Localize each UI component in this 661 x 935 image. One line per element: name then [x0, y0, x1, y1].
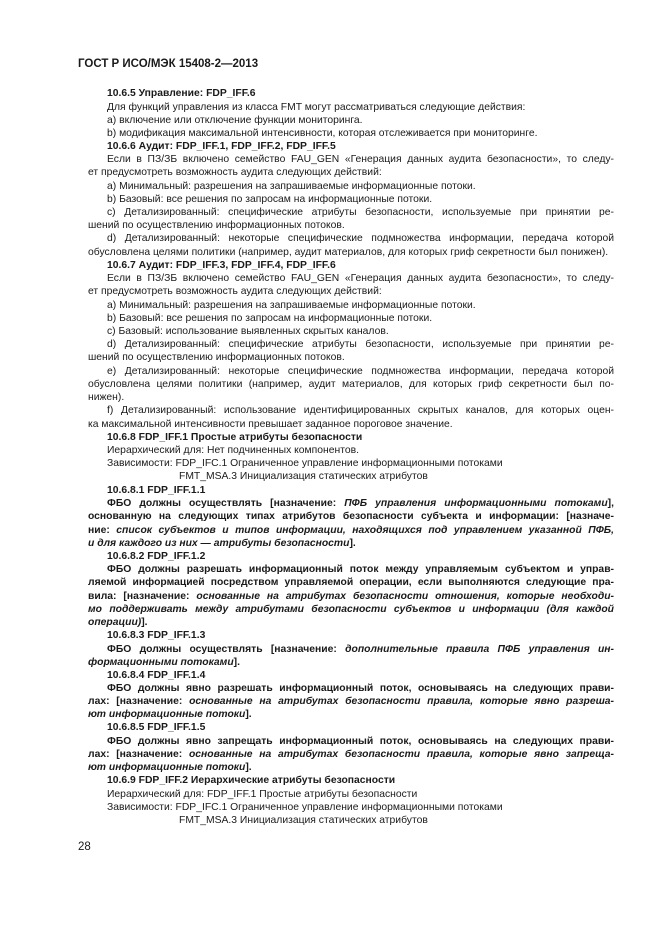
- text-segment: обусловлена целями политики (например, аудит материалов, для которых гриф секретности был по-: [88, 379, 614, 390]
- text-segment: шений по осуществлению информационных потоков.: [88, 352, 345, 363]
- text-line: [88, 219, 614, 232]
- requirement-line: [107, 735, 614, 748]
- text-segment: ляемой информацией посредством управляемой операции, если выполняются следующие пра-: [88, 577, 614, 588]
- text-segment: e) Детализированный: некоторые специфические подмножества информации, передача которой: [107, 366, 614, 377]
- text-segment: список субъектов и типов информации, находящихся под управлением указанной ПФБ,: [116, 525, 614, 536]
- requirement-line: [88, 510, 614, 523]
- text-segment: ют информационные потоки: [88, 709, 246, 720]
- text-segment: основанные на атрибутах безопасности отношения, которые необходи-: [196, 591, 614, 602]
- requirement-line: [88, 537, 614, 550]
- text-segment: операции): [88, 617, 142, 628]
- text-segment: ].: [349, 538, 356, 549]
- text-line: [107, 193, 614, 206]
- text-segment: d) Детализированный: некоторые специфические подмножества информации, передача которой: [107, 233, 614, 244]
- text-segment: 10.6.8 FDP_IFF.1 Простые атрибуты безопасности: [107, 432, 363, 443]
- text-segment: обусловлена целями политики (например, аудит материалов, для которых гриф секретности был понижен).: [88, 247, 609, 258]
- section-heading: [107, 87, 614, 100]
- text-line: [179, 814, 614, 827]
- requirement-line: [107, 563, 614, 576]
- text-line: [88, 246, 614, 259]
- text-line: [88, 285, 614, 298]
- text-line: [88, 378, 614, 391]
- text-segment: FMT_MSA.3 Инициализация статических атрибутов: [179, 815, 428, 826]
- text-line: [107, 101, 614, 114]
- requirement-line: [88, 524, 614, 537]
- text-segment: 10.6.8.2 FDP_IFF.1.2: [107, 551, 206, 562]
- requirement-line: [107, 643, 614, 656]
- text-segment: шений по осуществлению информационных потоков.: [88, 220, 345, 231]
- text-segment: Иерархический для: Нет подчиненных компонентов.: [107, 445, 359, 456]
- section-heading: [107, 774, 614, 787]
- section-heading: [107, 550, 614, 563]
- text-segment: основанные на атрибутах безопасности правила, которые явно запреща-: [188, 749, 614, 760]
- text-segment: 10.6.7 Аудит: FDP_IFF.3, FDP_IFF.4, FDP_IFF.6: [107, 260, 336, 271]
- text-segment: a) Минимальный: разрешения на запрашиваемые информационные потоки.: [107, 181, 476, 192]
- text-segment: a) Минимальный: разрешения на запрашиваемые информационные потоки.: [107, 300, 476, 311]
- text-segment: вила: [назначение:: [88, 591, 197, 602]
- text-line: [179, 470, 614, 483]
- section-heading: [107, 629, 614, 642]
- text-segment: ].: [245, 709, 252, 720]
- text-line: [107, 444, 614, 457]
- document-header: ГОСТ Р ИСО/МЭК 15408-2—2013: [78, 58, 259, 70]
- text-segment: ФБО должны осуществлять [назначение:: [107, 498, 345, 509]
- text-segment: Зависимости: FDP_IFC.1 Ограниченное управление информационными потоками: [107, 458, 503, 469]
- text-line: [107, 232, 614, 245]
- text-line: [107, 127, 614, 140]
- text-line: [107, 299, 614, 312]
- text-segment: ет предусмотреть возможность аудита следующих действий:: [88, 286, 382, 297]
- text-line: [107, 180, 614, 193]
- page-number: 28: [78, 841, 91, 853]
- text-line: [107, 457, 614, 470]
- text-segment: лах: [назначение:: [88, 696, 190, 707]
- text-segment: c) Базовый: использование выявленных скрытых каналов.: [107, 326, 389, 337]
- text-segment: a) включение или отключение функции мониторинга.: [107, 115, 363, 126]
- text-line: [88, 166, 614, 179]
- text-segment: ].: [245, 762, 252, 773]
- text-segment: b) модификация максимальной интенсивности, которая отслеживается при мониторинге.: [107, 128, 538, 139]
- text-segment: ПФБ управления информационными потоками: [344, 498, 608, 509]
- text-segment: ФБО должны явно разрешать информационный поток, основываясь на следующих прави-: [107, 683, 614, 694]
- text-line: [107, 312, 614, 325]
- text-line: [107, 206, 614, 219]
- text-line: [107, 114, 614, 127]
- text-segment: 10.6.5 Управление: FDP_IFF.6: [107, 88, 256, 99]
- requirement-line: [88, 576, 614, 589]
- section-heading: [107, 721, 614, 734]
- text-segment: 10.6.8.1 FDP_IFF.1.1: [107, 485, 206, 496]
- text-segment: 10.6.9 FDP_IFF.2 Иерархические атрибуты безопасности: [107, 775, 396, 786]
- requirement-line: [88, 616, 614, 629]
- text-segment: ФБО должны явно запрещать информационный поток, основываясь на следующих прави-: [107, 736, 614, 747]
- text-segment: ].: [233, 657, 240, 668]
- text-segment: ].: [141, 617, 148, 628]
- text-segment: f) Детализированный: использование идентифицированных скрытых каналов, для которых оцен-: [107, 405, 614, 416]
- section-heading: [107, 259, 614, 272]
- text-segment: 10.6.6 Аудит: FDP_IFF.1, FDP_IFF.2, FDP_IFF.5: [107, 141, 336, 152]
- text-segment: дополнительные правила ПФБ управления ин-: [345, 644, 614, 655]
- text-segment: ФБО должны осуществлять [назначение:: [107, 644, 346, 655]
- text-segment: ка максимальной интенсивности превышает заданное пороговое значение.: [88, 419, 453, 430]
- text-segment: FMT_MSA.3 Инициализация статических атрибутов: [179, 471, 428, 482]
- requirement-line: [88, 695, 614, 708]
- requirement-line: [88, 748, 614, 761]
- text-line: [88, 391, 614, 404]
- text-segment: 10.6.8.4 FDP_IFF.1.4: [107, 670, 206, 681]
- text-line: [107, 153, 614, 166]
- text-line: [107, 272, 614, 285]
- section-heading: [107, 669, 614, 682]
- requirement-line: [88, 761, 614, 774]
- text-segment: 10.6.8.5 FDP_IFF.1.5: [107, 722, 206, 733]
- text-segment: основанную на следующих типах атрибутов безопасности субъекта и информации: [назначе-: [88, 511, 614, 522]
- requirement-line: [88, 590, 614, 603]
- text-line: [107, 365, 614, 378]
- section-heading: [107, 431, 614, 444]
- text-segment: основанные на атрибутах безопасности правила, которые явно разреша-: [189, 696, 614, 707]
- text-segment: Зависимости: FDP_IFC.1 Ограниченное управление информационными потоками: [107, 802, 503, 813]
- text-segment: d) Детализированный: специфические атрибуты безопасности, используемые при принятии ре-: [107, 339, 614, 350]
- text-line: [107, 338, 614, 351]
- text-line: [88, 351, 614, 364]
- text-segment: и для каждого из них — атрибуты безопасности: [88, 538, 350, 549]
- text-segment: мо поддерживать между атрибутами безопасности субъектов и информации (для каждой: [88, 604, 614, 615]
- text-segment: ет предусмотреть возможность аудита следующих действий:: [88, 167, 382, 178]
- text-segment: b) Базовый: все решения по запросам на информационные потоки.: [107, 313, 433, 324]
- text-segment: b) Базовый: все решения по запросам на информационные потоки.: [107, 194, 433, 205]
- text-segment: лах: [назначение:: [88, 749, 189, 760]
- text-segment: формационными потоками: [88, 657, 234, 668]
- requirement-line: [88, 603, 614, 616]
- text-line: [88, 418, 614, 431]
- text-line: [107, 325, 614, 338]
- requirement-line: [107, 682, 614, 695]
- text-segment: 10.6.8.3 FDP_IFF.1.3: [107, 630, 206, 641]
- text-segment: ФБО должны разрешать информационный поток между управляемым субъектом и управ-: [107, 564, 614, 575]
- text-segment: нижен).: [88, 392, 125, 403]
- text-line: [107, 801, 614, 814]
- requirement-line: [88, 656, 614, 669]
- text-segment: Если в ПЗ/ЗБ включено семейство FAU_GEN «Генерация данных аудита безопасности», то следу-: [107, 154, 614, 165]
- text-segment: ние:: [88, 525, 117, 536]
- text-segment: ],: [607, 498, 614, 509]
- section-heading: [107, 484, 614, 497]
- text-segment: ют информационные потоки: [88, 762, 246, 773]
- text-segment: Иерархический для: FDP_IFF.1 Простые атрибуты безопасности: [107, 789, 418, 800]
- text-line: [107, 404, 614, 417]
- text-line: [107, 788, 614, 801]
- requirement-line: [107, 497, 614, 510]
- text-segment: c) Детализированный: специфические атрибуты безопасности, используемые при принятии ре-: [107, 207, 614, 218]
- requirement-line: [88, 708, 614, 721]
- text-segment: Для функций управления из класса FMT могут рассматриваться следующие действия:: [107, 102, 526, 113]
- section-heading: [107, 140, 614, 153]
- text-segment: Если в ПЗ/ЗБ включено семейство FAU_GEN «Генерация данных аудита безопасности», то следу-: [107, 273, 614, 284]
